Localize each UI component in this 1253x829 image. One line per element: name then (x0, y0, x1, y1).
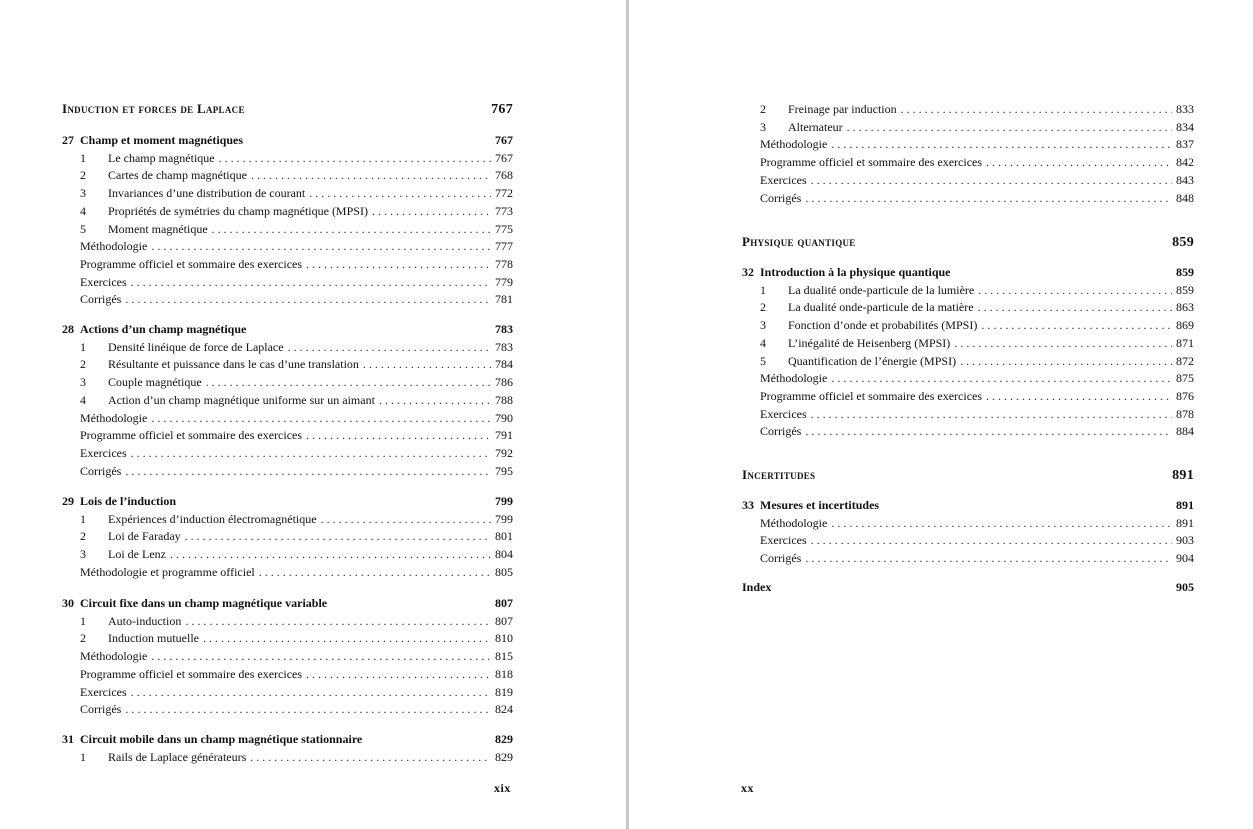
toc-entry[interactable] (80, 629, 513, 647)
toc-entry[interactable] (760, 100, 1194, 118)
entry-page-number: 843 (1176, 172, 1194, 187)
toc-entry[interactable] (80, 220, 513, 238)
entry-title: Freinage par induction (788, 102, 897, 116)
entry-title: Exercices (760, 406, 807, 421)
part-page-number: 767 (491, 102, 513, 117)
entry-page-number: 891 (1176, 515, 1194, 530)
toc-entry[interactable] (760, 334, 1194, 352)
entry-title: La dualité onde-particule de la matière (788, 300, 974, 315)
entry-page-number: 775 (495, 221, 513, 236)
toc-entry[interactable] (80, 202, 513, 220)
toc-entry[interactable] (760, 316, 1194, 334)
chapter-number: 31 (62, 732, 74, 746)
entry-title: Programme officiel et sommaire des exercices (80, 666, 303, 681)
toc-entry[interactable] (80, 355, 513, 373)
toc-index-entry[interactable] (742, 578, 1194, 596)
entry-title: Programme officiel et sommaire des exercices (80, 256, 303, 271)
section-number: 2 (80, 529, 86, 544)
entry-title: Cartes de champ magnétique (108, 168, 247, 183)
entry-title: Méthodologie (760, 515, 828, 530)
dot-leader (811, 171, 1172, 189)
dot-leader (125, 700, 491, 718)
entry-title: Alternateur (788, 119, 843, 134)
entry-page-number: 884 (1176, 424, 1194, 439)
entry-page-number: 768 (495, 168, 513, 183)
toc-entry[interactable] (80, 545, 513, 563)
section-number: 1 (80, 749, 86, 764)
dot-leader (811, 531, 1172, 549)
entry-title: Méthodologie (80, 410, 148, 425)
entry-title: Programme officiel et sommaire des exercices (760, 155, 983, 170)
chapter-number: 33 (742, 498, 754, 512)
part-title: Physique quantique (742, 234, 856, 249)
entry-page-number: 791 (495, 428, 513, 443)
dot-leader (978, 281, 1172, 299)
entry-title: Corrigés (760, 551, 802, 566)
entry-page-number: 805 (495, 564, 513, 579)
entry-page-number: 779 (495, 274, 513, 289)
toc-chapter-heading[interactable] (62, 594, 513, 612)
toc-entry[interactable] (80, 237, 513, 255)
entry-page-number: 773 (495, 203, 513, 218)
toc-entry[interactable] (760, 405, 1194, 423)
toc-part-heading[interactable] (742, 233, 1194, 251)
entry-page-number: 815 (495, 649, 513, 664)
toc-entry[interactable] (80, 426, 513, 444)
toc-part-heading[interactable] (62, 100, 513, 118)
dot-leader (125, 290, 491, 308)
entry-title: Induction mutuelle (108, 631, 199, 646)
chapter-title: Circuit fixe dans un champ magnétique variable (80, 596, 328, 610)
toc-entry[interactable] (80, 391, 513, 409)
entry-title: Moment magnétique (108, 221, 208, 236)
toc-part-heading[interactable] (742, 466, 1194, 484)
entry-title: Invariances d’une distribution de courant (108, 186, 306, 201)
toc-entry[interactable] (760, 171, 1194, 189)
toc-entry[interactable] (760, 189, 1194, 207)
toc-entry[interactable] (80, 510, 513, 528)
chapter-title: Lois de l’induction (80, 494, 177, 508)
toc-entry[interactable] (760, 387, 1194, 405)
page-number-right: xx (741, 781, 754, 795)
entry-page-number: 786 (495, 375, 513, 390)
toc-entry[interactable] (80, 683, 513, 701)
entry-title: Exercices (80, 684, 127, 699)
entry-page-number: 842 (1176, 155, 1194, 170)
entry-title: Quantification de l’énergie (MPSI) (788, 353, 957, 368)
toc-entry[interactable] (760, 369, 1194, 387)
toc-entry[interactable] (80, 149, 513, 167)
chapter-page-number: 767 (495, 133, 513, 147)
entry-page-number: 834 (1176, 119, 1194, 134)
entry-title: Le champ magnétique (108, 150, 215, 165)
entry-title: Expériences d’induction électromagnétique (108, 511, 317, 526)
dot-leader (125, 462, 491, 480)
toc-entry[interactable] (80, 338, 513, 356)
part-page-number: 891 (1172, 468, 1194, 483)
chapter-title: Mesures et incertitudes (760, 498, 880, 512)
part-title: Induction et forces de Laplace (62, 101, 245, 116)
entry-title: Méthodologie (760, 371, 828, 386)
section-number: 2 (80, 631, 86, 646)
entry-title: Corrigés (80, 702, 122, 717)
chapter-title: Introduction à la physique quantique (760, 265, 951, 279)
entry-page-number: 792 (495, 445, 513, 460)
toc-chapter-heading[interactable] (742, 263, 1194, 281)
index-title: Index (742, 580, 772, 594)
entry-page-number: 781 (495, 292, 513, 307)
entry-page-number: 778 (495, 256, 513, 271)
entry-page-number: 804 (495, 547, 513, 562)
chapter-title: Circuit mobile dans un champ magnétique stationnaire (80, 732, 363, 746)
dot-leader (131, 444, 491, 462)
dot-leader (251, 166, 491, 184)
entry-title: Corrigés (80, 292, 122, 307)
chapter-number: 28 (62, 322, 74, 336)
toc-entry[interactable] (760, 549, 1194, 567)
section-number: 3 (760, 318, 766, 333)
toc-entry[interactable] (80, 612, 513, 630)
dot-leader (831, 369, 1172, 387)
entry-title: Auto-induction (108, 613, 182, 628)
entry-title: Fonction d’onde et probabilités (MPSI) (788, 318, 978, 333)
dot-leader (151, 237, 491, 255)
entry-page-number: 824 (495, 702, 513, 717)
section-number: 2 (760, 102, 766, 116)
chapter-page-number: 859 (1176, 265, 1194, 279)
section-number: 1 (80, 613, 86, 628)
entry-page-number: 819 (495, 684, 513, 699)
entry-title: Rails de Laplace générateurs (108, 749, 247, 764)
toc-chapter-heading[interactable] (62, 492, 513, 510)
section-number: 3 (80, 186, 86, 201)
entry-title: Méthodologie et programme officiel (80, 564, 255, 579)
entry-page-number: 799 (495, 511, 513, 526)
toc-entry[interactable] (80, 409, 513, 427)
entry-page-number: 829 (495, 749, 513, 764)
dot-leader (805, 549, 1172, 567)
entry-page-number: 783 (495, 339, 513, 354)
chapter-title: Champ et moment magnétiques (80, 133, 243, 147)
entry-title: L’inégalité de Heisenberg (MPSI) (788, 335, 951, 350)
page-number-left: xix (494, 781, 511, 795)
left-page (0, 0, 626, 829)
entry-page-number: 788 (495, 392, 513, 407)
entry-page-number: 833 (1176, 102, 1194, 116)
dot-leader (212, 220, 491, 238)
toc-entry[interactable] (80, 255, 513, 273)
dot-leader (954, 334, 1172, 352)
section-number: 5 (760, 353, 766, 368)
toc-entry[interactable] (80, 166, 513, 184)
dot-leader (831, 135, 1172, 153)
toc-entry[interactable] (80, 273, 513, 291)
entry-title: Méthodologie (80, 239, 148, 254)
dot-leader (379, 391, 491, 409)
dot-leader (960, 352, 1172, 370)
dot-leader (811, 405, 1172, 423)
dot-leader (306, 665, 491, 683)
toc-entry[interactable] (80, 184, 513, 202)
toc-entry[interactable] (80, 373, 513, 391)
toc-entry[interactable] (760, 422, 1194, 440)
dot-leader (151, 647, 491, 665)
entry-title: Action d’un champ magnétique uniforme sur un aimant (108, 392, 375, 407)
section-number: 4 (80, 392, 86, 407)
section-number: 1 (80, 150, 86, 165)
chapter-page-number: 829 (495, 732, 513, 746)
entry-page-number: 876 (1176, 388, 1194, 403)
toc-entry[interactable] (80, 527, 513, 545)
entry-page-number: 878 (1176, 406, 1194, 421)
toc-chapter-heading[interactable] (62, 320, 513, 338)
entry-page-number: 848 (1176, 190, 1194, 205)
dot-leader (203, 629, 491, 647)
entry-title: La dualité onde-particule de la lumière (788, 282, 975, 297)
chapter-page-number: 783 (495, 322, 513, 336)
chapter-number: 32 (742, 265, 754, 279)
entry-title: Loi de Faraday (108, 529, 181, 544)
toc-entry[interactable] (80, 700, 513, 718)
dot-leader (131, 273, 491, 291)
chapter-number: 29 (62, 494, 74, 508)
toc-entry[interactable] (760, 118, 1194, 136)
section-number: 2 (760, 300, 766, 315)
section-number: 2 (80, 357, 86, 372)
toc-entry[interactable] (760, 531, 1194, 549)
part-title: Incertitudes (742, 467, 816, 482)
entry-title: Exercices (760, 533, 807, 548)
toc-entry[interactable] (760, 281, 1194, 299)
dot-leader (847, 118, 1172, 136)
entry-title: Propriétés de symétries du champ magnétique (MPSI) (108, 203, 368, 218)
entry-title: Exercices (760, 172, 807, 187)
dot-leader (259, 563, 491, 581)
dot-leader (288, 338, 491, 356)
dot-leader (219, 149, 491, 167)
entry-page-number: 872 (1176, 353, 1194, 368)
entry-title: Programme officiel et sommaire des exercices (80, 428, 303, 443)
toc-entry[interactable] (80, 462, 513, 480)
entry-page-number: 871 (1176, 335, 1194, 350)
section-number: 1 (760, 282, 766, 297)
entry-title: Densité linéique de force de Laplace (108, 339, 284, 354)
toc-entry[interactable] (80, 563, 513, 581)
dot-leader (805, 422, 1172, 440)
entry-page-number: 863 (1176, 300, 1194, 315)
entry-page-number: 784 (495, 357, 513, 372)
entry-page-number: 767 (495, 150, 513, 165)
entry-page-number: 903 (1176, 533, 1194, 548)
entry-page-number: 807 (495, 613, 513, 628)
entry-page-number: 810 (495, 631, 513, 646)
entry-title: Exercices (80, 274, 127, 289)
entry-page-number: 875 (1176, 371, 1194, 386)
dot-leader (986, 153, 1172, 171)
chapter-page-number: 807 (495, 596, 513, 610)
section-number: 4 (760, 335, 766, 350)
entry-page-number: 772 (495, 186, 513, 201)
entry-page-number: 837 (1176, 137, 1194, 152)
entry-title: Résultante et puissance dans le cas d’une translation (108, 357, 359, 372)
toc-entry[interactable] (760, 298, 1194, 316)
entry-title: Corrigés (760, 424, 802, 439)
entry-page-number: 859 (1176, 282, 1194, 297)
entry-page-number: 869 (1176, 318, 1194, 333)
toc-entry[interactable] (760, 514, 1194, 532)
entry-title: Couple magnétique (108, 375, 202, 390)
entry-title: Loi de Lenz (108, 547, 166, 562)
toc-chapter-heading[interactable] (742, 496, 1194, 514)
entry-page-number: 795 (495, 463, 513, 478)
part-page-number: 859 (1172, 235, 1194, 250)
dot-leader (321, 510, 491, 528)
dot-leader (185, 527, 491, 545)
dot-leader (250, 748, 491, 766)
section-number: 4 (80, 203, 86, 218)
dot-leader (372, 202, 491, 220)
dot-leader (986, 387, 1172, 405)
entry-title: Méthodologie (760, 137, 828, 152)
dot-leader (170, 545, 491, 563)
entry-title: Exercices (80, 445, 127, 460)
entry-title: Méthodologie (80, 649, 148, 664)
section-number: 2 (80, 168, 86, 183)
toc-chapter-heading[interactable] (62, 131, 513, 149)
toc-entry[interactable] (80, 444, 513, 462)
entry-title: Programme officiel et sommaire des exercices (760, 388, 983, 403)
dot-leader (131, 683, 491, 701)
dot-leader (185, 612, 491, 630)
section-number: 1 (80, 339, 86, 354)
dot-leader (831, 514, 1172, 532)
toc-entry[interactable] (760, 352, 1194, 370)
index-page-number: 905 (1176, 580, 1194, 594)
toc-entry[interactable] (80, 647, 513, 665)
toc-entry[interactable] (760, 153, 1194, 171)
chapter-number: 30 (62, 596, 74, 610)
toc-entry[interactable] (760, 135, 1194, 153)
toc-entry[interactable] (80, 665, 513, 683)
toc-entry[interactable] (80, 290, 513, 308)
entry-title: Corrigés (760, 190, 802, 205)
chapter-number: 27 (62, 133, 74, 147)
dot-leader (306, 255, 491, 273)
dot-leader (306, 426, 491, 444)
entry-page-number: 904 (1176, 551, 1194, 566)
section-number: 3 (80, 375, 86, 390)
section-number: 3 (80, 547, 86, 562)
entry-page-number: 790 (495, 410, 513, 425)
chapter-page-number: 799 (495, 494, 513, 508)
chapter-page-number: 891 (1176, 498, 1194, 512)
dot-leader (309, 184, 491, 202)
section-number: 1 (80, 511, 86, 526)
toc-entry[interactable] (80, 748, 513, 766)
section-number: 3 (760, 119, 766, 134)
entry-title: Corrigés (80, 463, 122, 478)
chapter-title: Actions d’un champ magnétique (80, 322, 247, 336)
right-page (629, 0, 1253, 829)
entry-page-number: 818 (495, 666, 513, 681)
dot-leader (363, 355, 491, 373)
dot-leader (981, 316, 1172, 334)
section-number: 5 (80, 221, 86, 236)
dot-leader (901, 100, 1172, 118)
toc-chapter-heading[interactable] (62, 730, 513, 748)
dot-leader (805, 189, 1172, 207)
dot-leader (151, 409, 491, 427)
dot-leader (978, 298, 1172, 316)
dot-leader (206, 373, 491, 391)
entry-page-number: 801 (495, 529, 513, 544)
entry-page-number: 777 (495, 239, 513, 254)
